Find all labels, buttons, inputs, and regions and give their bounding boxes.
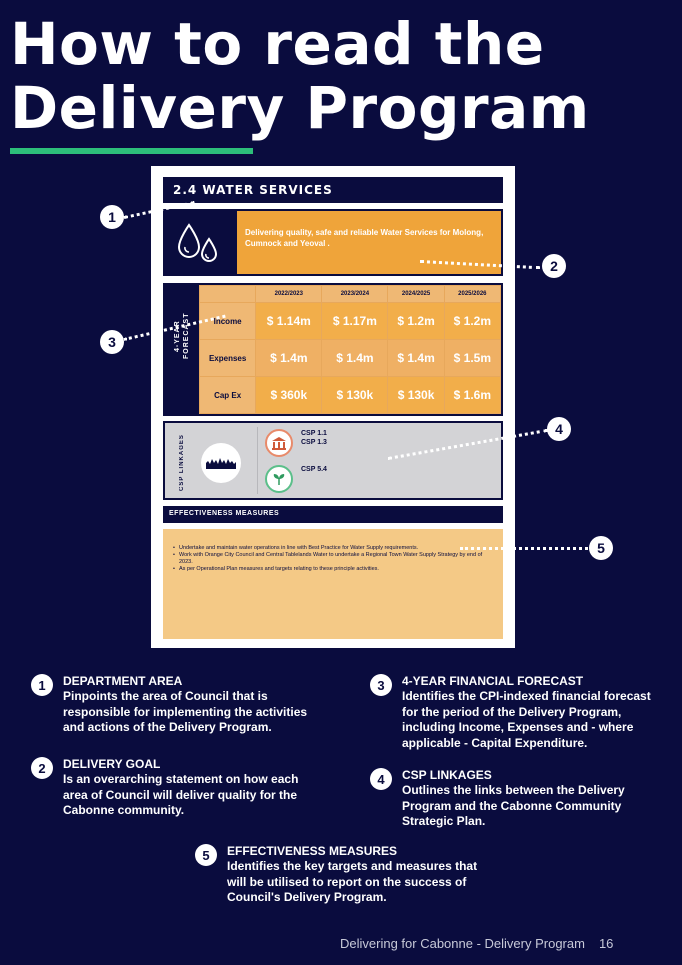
forecast-header-blank xyxy=(200,286,256,303)
callout-marker-2: 2 xyxy=(542,254,566,278)
title-underline xyxy=(10,148,253,154)
effectiveness-item: • Work with Orange City Council and Central Tablelands Water to undertake a Regional Town Water Supply Strategy by end of 2023. xyxy=(173,552,493,566)
forecast-year: 2022/2023 xyxy=(256,286,322,303)
community-logo-icon xyxy=(201,443,241,483)
page-title xyxy=(10,12,590,140)
forecast-value: $ 1.4m xyxy=(256,340,322,377)
callout-marker-3: 3 xyxy=(100,330,124,354)
legend-item-5 xyxy=(195,844,495,914)
legend-number: 5 xyxy=(195,844,217,866)
legend-heading: DEPARTMENT AREA xyxy=(63,674,183,688)
forecast-value: $ 1.17m xyxy=(322,303,388,340)
callout-marker-5: 5 xyxy=(589,536,613,560)
forecast-row-income xyxy=(200,303,501,340)
legend-number: 1 xyxy=(31,674,53,696)
water-drops-icon xyxy=(163,209,235,276)
csp-linkages-block xyxy=(163,421,503,500)
row-label: Income xyxy=(200,303,256,340)
environment-icon xyxy=(265,465,293,493)
legend-number: 2 xyxy=(31,757,53,779)
page-number: 16 xyxy=(598,936,614,951)
title-line-2: Delivery Program xyxy=(10,74,590,142)
legend-text: Identifies the key targets and measures that will be utilised to report on the success of Council's Delivery Program. xyxy=(227,859,478,905)
callout-leader-5 xyxy=(460,547,588,550)
forecast-value: $ 1.14m xyxy=(256,303,322,340)
effectiveness-block xyxy=(163,529,503,639)
forecast-row-expenses xyxy=(200,340,501,377)
sample-page xyxy=(151,166,515,648)
forecast-value: $ 360k xyxy=(256,377,322,414)
legend-text: Identifies the CPI-indexed financial forecast for the period of the Delivery Program, including Income, Expenses and - where applicable - Capital Expenditure. xyxy=(402,689,651,750)
legend-heading: DELIVERY GOAL xyxy=(63,757,161,771)
legend-number: 4 xyxy=(370,768,392,790)
financial-forecast-block xyxy=(163,283,503,416)
forecast-row-capex xyxy=(200,377,501,414)
row-label: Expenses xyxy=(200,340,256,377)
legend-heading: EFFECTIVENESS MEASURES xyxy=(227,844,398,858)
callout-marker-1: 1 xyxy=(100,205,124,229)
forecast-year: 2023/2024 xyxy=(322,286,388,303)
forecast-label: 4-YEAR FORECAST xyxy=(174,312,190,360)
csp-link: CSP 1.3 xyxy=(301,439,327,446)
csp-link: CSP 1.1 xyxy=(301,430,327,437)
csp-label: CSP LINKAGES xyxy=(179,434,185,492)
heritage-icon xyxy=(265,429,293,457)
forecast-value: $ 130k xyxy=(322,377,388,414)
page-footer xyxy=(340,936,613,951)
row-label: Cap Ex xyxy=(200,377,256,414)
delivery-goal-text: Delivering quality, safe and reliable Water Services for Molong, Cumnock and Yeoval . xyxy=(237,211,501,274)
legend-item-3 xyxy=(370,674,670,754)
legend-heading: CSP LINKAGES xyxy=(402,768,492,782)
legend-text: Is an overarching statement on how each area of Council will deliver quality for the Cabonne community. xyxy=(63,772,299,818)
footer-text: Delivering for Cabonne - Delivery Program xyxy=(340,936,585,951)
csp-divider xyxy=(257,427,258,494)
effectiveness-heading: EFFECTIVENESS MEASURES xyxy=(163,506,503,523)
delivery-goal-block xyxy=(163,209,503,276)
legend-item-2 xyxy=(31,757,331,827)
forecast-value: $ 1.5m xyxy=(444,340,500,377)
forecast-value: $ 1.2m xyxy=(388,303,444,340)
legend-text: Outlines the links between the Delivery Program and the Cabonne Community Strategic Plan. xyxy=(402,783,625,829)
forecast-value: $ 130k xyxy=(388,377,444,414)
forecast-year: 2025/2026 xyxy=(444,286,500,303)
effectiveness-item: • Undertake and maintain water operations in line with Best Practice for Water Supply requirements. xyxy=(173,545,493,552)
title-line-1: How to read the xyxy=(10,10,545,78)
csp-link: CSP 5.4 xyxy=(301,466,327,473)
forecast-value: $ 1.2m xyxy=(444,303,500,340)
callout-marker-4: 4 xyxy=(547,417,571,441)
legend-item-1 xyxy=(31,674,331,744)
legend-heading: 4-YEAR FINANCIAL FORECAST xyxy=(402,674,584,688)
legend-number: 3 xyxy=(370,674,392,696)
forecast-value: $ 1.4m xyxy=(388,340,444,377)
legend-item-4 xyxy=(370,768,670,838)
legend-text: Pinpoints the area of Council that is responsible for implementing the activities and actions of the Delivery Program. xyxy=(63,689,308,735)
forecast-value: $ 1.4m xyxy=(322,340,388,377)
department-heading: 2.4 WATER SERVICES xyxy=(163,177,503,203)
forecast-table xyxy=(199,285,501,414)
effectiveness-item: • As per Operational Plan measures and targets relating to these principle activities. xyxy=(173,566,493,573)
forecast-value: $ 1.6m xyxy=(444,377,500,414)
forecast-year: 2024/2025 xyxy=(388,286,444,303)
